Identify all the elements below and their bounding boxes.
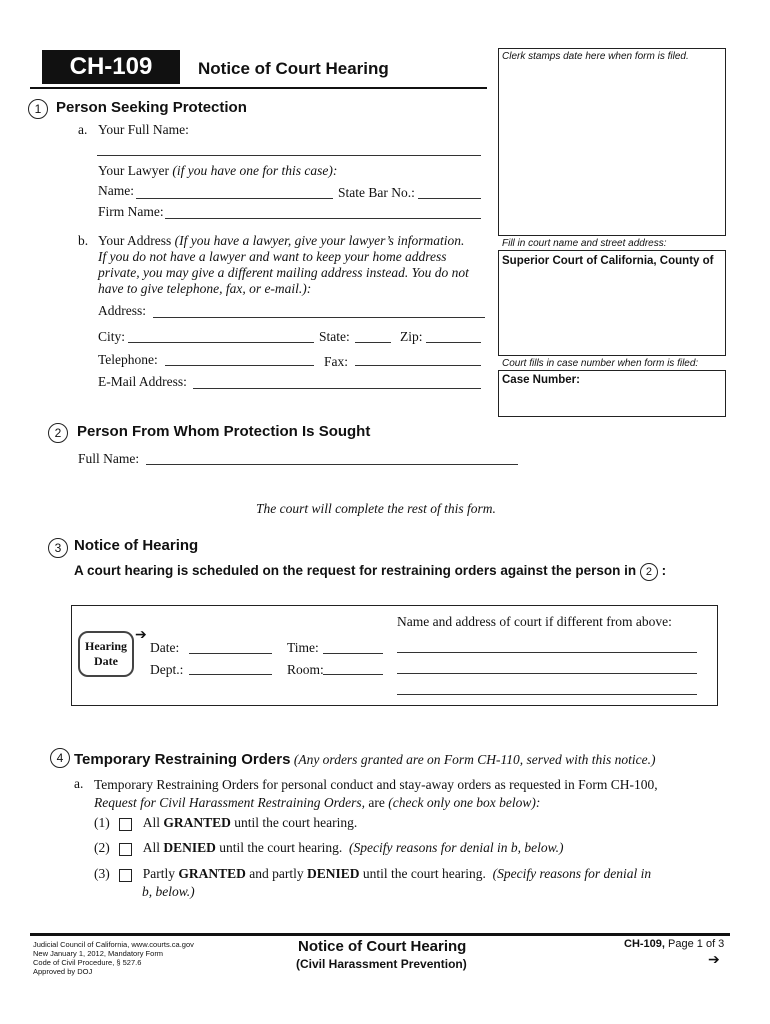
dept-input[interactable] (189, 674, 272, 675)
item-4a-label: a. (74, 776, 84, 791)
state-label: State: (319, 329, 350, 344)
telephone-label: Telephone: (98, 352, 158, 367)
telephone-input[interactable] (165, 365, 314, 366)
court-fill-label: Fill in court name and street address: (502, 238, 667, 249)
state-bar-label: State Bar No.: (338, 185, 415, 200)
firm-name-label: Firm Name: (98, 204, 164, 219)
other-court-line-2[interactable] (397, 673, 697, 674)
court-completes-note: The court will complete the rest of this form. (256, 501, 496, 516)
fax-label: Fax: (324, 354, 349, 369)
hearing-date-badge: Hearing Date (78, 631, 134, 677)
footer-page-info: CH-109, Page 1 of 3 (624, 938, 725, 950)
full-name-label: Your Full Name: (98, 122, 189, 137)
option-3-checkbox[interactable] (119, 869, 132, 882)
lawyer-name-input[interactable] (136, 198, 333, 199)
room-label: Room: (287, 662, 324, 677)
date-label: Date: (150, 640, 180, 655)
form-title: Notice of Court Hearing (198, 59, 389, 78)
city-input[interactable] (128, 342, 314, 343)
option-1-checkbox[interactable] (119, 818, 132, 831)
item-4a-text: Temporary Restraining Orders for personal conduct and stay-away orders as requested in Form CH-100, Request for Civil Harassment Restraining Orders, are (check only one box below): (94, 777, 658, 810)
full-name-input[interactable] (97, 155, 481, 156)
zip-label: Zip: (400, 329, 423, 344)
clerk-stamp-label: Clerk stamps date here when form is filed. (502, 51, 689, 62)
respondent-name-input[interactable] (146, 464, 518, 465)
footer-title: Notice of Court Hearing (298, 938, 467, 955)
section-1-title: Person Seeking Protection (56, 99, 247, 116)
item-b-label: b. (78, 233, 89, 248)
clerk-stamp-box (498, 48, 726, 236)
respondent-name-label: Full Name: (78, 451, 140, 466)
state-input[interactable] (355, 342, 391, 343)
address-label: Address: (98, 303, 146, 318)
option-2: (2) All DENIED until the court hearing. (Specify reasons for denial in b, below.) (94, 840, 564, 855)
form-id-badge: CH-109 (42, 50, 180, 84)
footer-subtitle: (Civil Harassment Prevention) (296, 957, 467, 971)
arrow-right-icon: ➔ (135, 628, 147, 643)
court-name-text: Superior Court of California, County of (502, 255, 714, 267)
next-page-arrow-icon: ➔ (708, 953, 720, 968)
section-2-title: Person From Whom Protection Is Sought (77, 423, 371, 440)
footer-info: Judicial Council of California, www.courts.ca.gov New January 1, 2012, Mandatory Form Code of Civil Procedure, § 527.6 Approved by DOJ (33, 940, 194, 976)
email-label: E-Mail Address: (98, 374, 187, 389)
date-input[interactable] (189, 653, 272, 654)
section-number-2: 2 (48, 423, 68, 443)
email-input[interactable] (193, 388, 481, 389)
item-a-label: a. (78, 122, 88, 137)
time-label: Time: (287, 640, 319, 655)
lawyer-label: Your Lawyer (if you have one for this case): (98, 163, 338, 178)
dept-label: Dept.: (150, 662, 184, 677)
address-instructions: Your Address (If you have a lawyer, give your lawyer’s information. If you do not have a lawyer and want to keep your home address private, you may give a different mailing address instead. You do not have to give telephone, fax, or e-mail.): (98, 233, 469, 296)
section-3-title: Notice of Hearing (74, 537, 199, 554)
footer-divider (30, 933, 730, 936)
section-number-4: 4 (50, 748, 70, 768)
case-number-label: Case Number: (502, 374, 580, 386)
state-bar-input[interactable] (418, 198, 481, 199)
time-input[interactable] (323, 653, 383, 654)
option-3-continued: b, below.) (142, 884, 195, 899)
option-1: (1) All GRANTED until the court hearing. (94, 815, 358, 830)
zip-input[interactable] (426, 342, 481, 343)
address-input[interactable] (153, 317, 485, 318)
lawyer-name-label: Name: (98, 183, 134, 198)
city-label: City: (98, 329, 126, 344)
case-fill-label: Court fills in case number when form is filed: (502, 358, 699, 369)
header-divider (30, 87, 487, 89)
other-court-line-1[interactable] (397, 652, 697, 653)
option-2-checkbox[interactable] (119, 843, 132, 856)
hearing-scheduled-text: A court hearing is scheduled on the request for restraining orders against the person in 2 : (74, 563, 666, 581)
fax-input[interactable] (355, 365, 481, 366)
section-number-3: 3 (48, 538, 68, 558)
section-4-heading: Temporary Restraining Orders (Any orders granted are on Form CH-110, served with this notice.) (74, 751, 656, 768)
section-number-1: 1 (28, 99, 48, 119)
firm-name-input[interactable] (165, 218, 481, 219)
other-court-label: Name and address of court if different from above: (397, 614, 672, 629)
other-court-line-3[interactable] (397, 694, 697, 695)
option-3: (3) Partly GRANTED and partly DENIED until the court hearing. (Specify reasons for denial in (94, 866, 652, 881)
room-input[interactable] (323, 674, 383, 675)
